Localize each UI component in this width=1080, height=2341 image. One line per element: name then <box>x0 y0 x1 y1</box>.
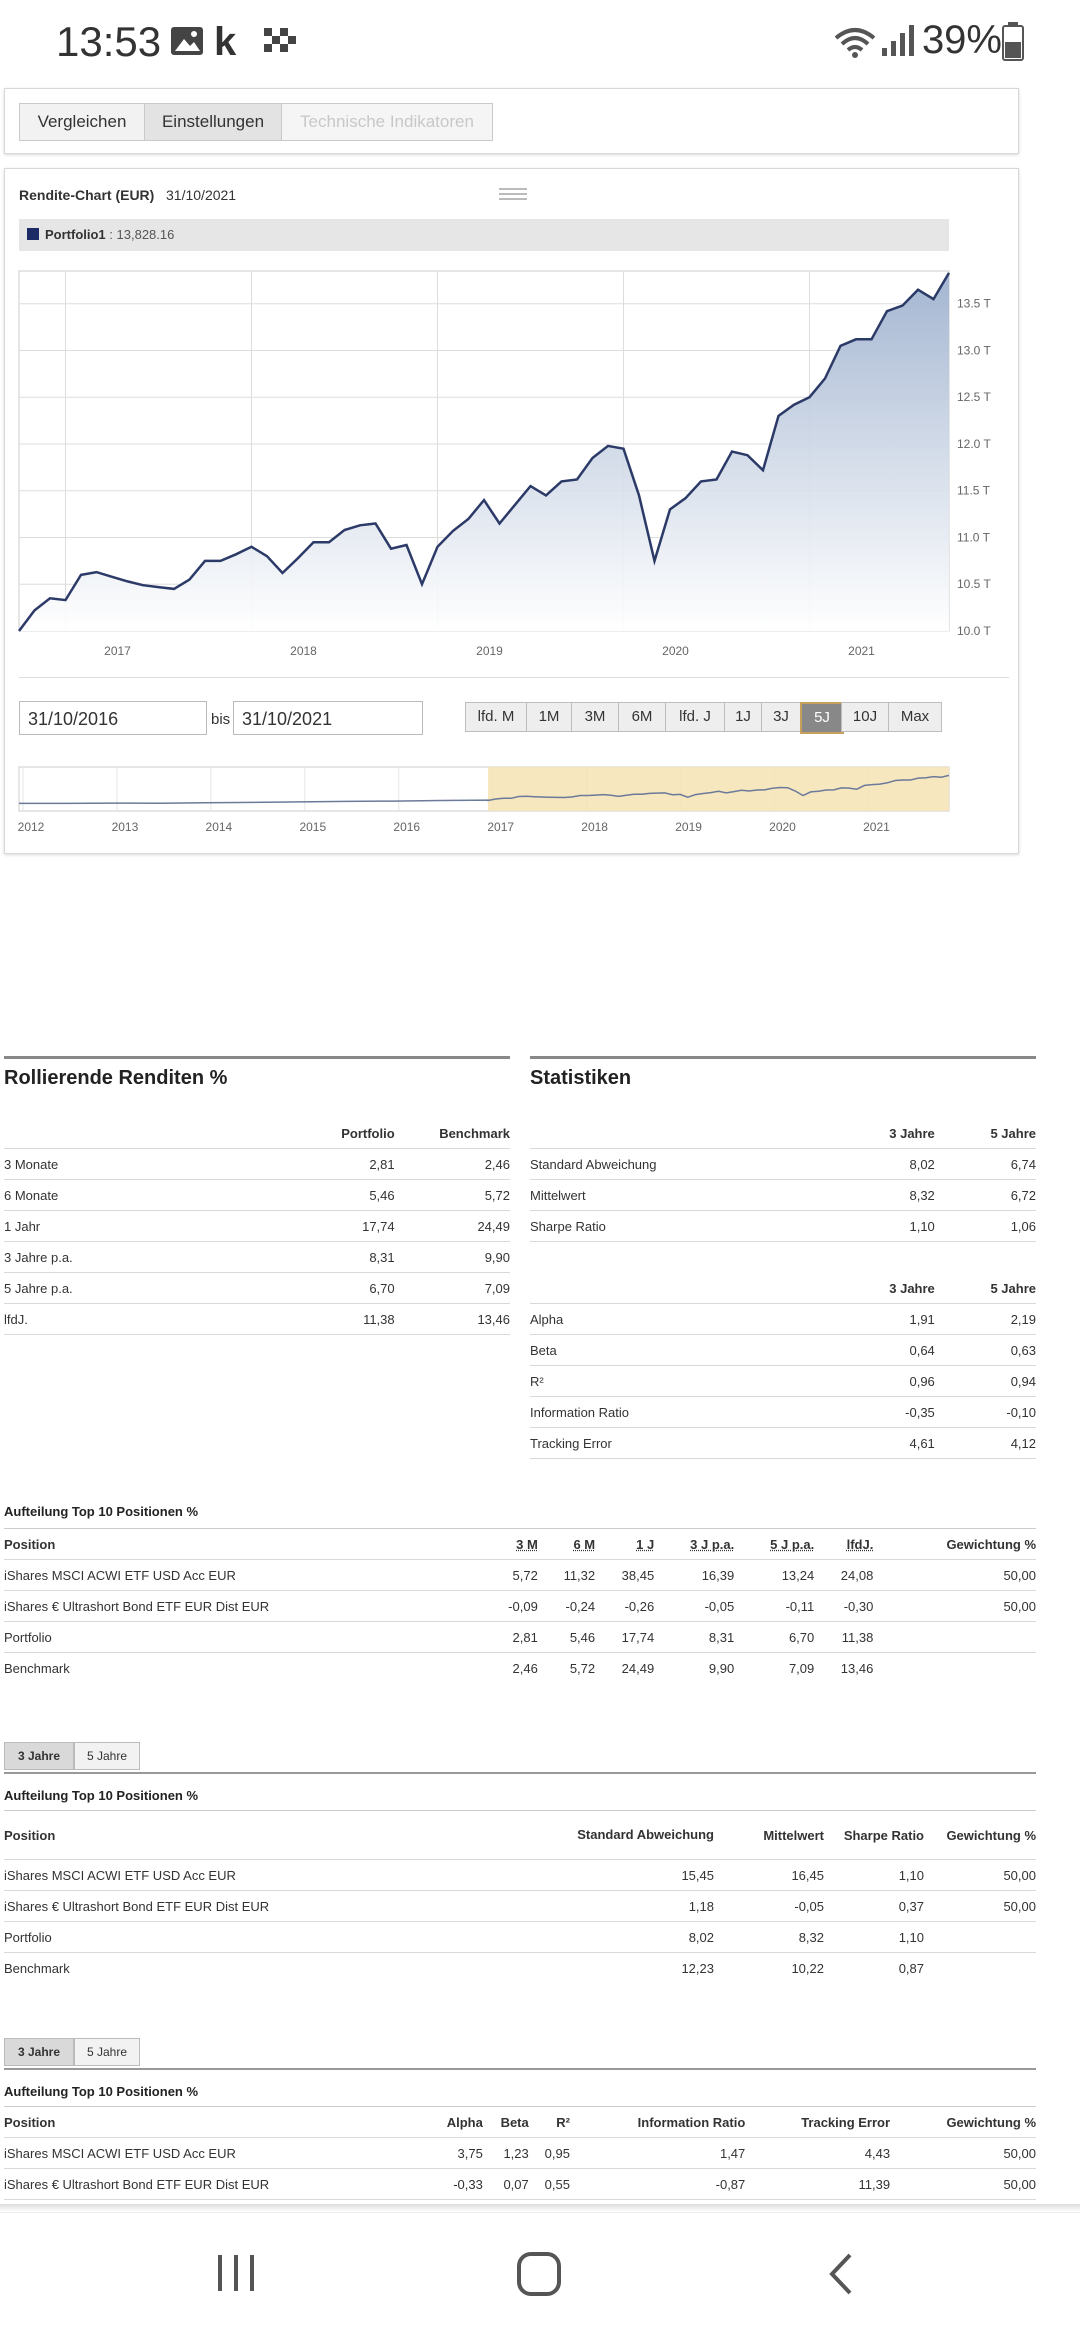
table-row: Standard Abweichung 8,02 6,74 <box>530 1149 1036 1180</box>
table-row: Sharpe Ratio 1,10 1,06 <box>530 1211 1036 1242</box>
top10-returns-title: Aufteilung Top 10 Positionen % <box>4 1504 199 1519</box>
navigator-year-label: 2019 <box>675 820 702 834</box>
wifi-icon <box>832 24 878 65</box>
navigator-year-label: 2013 <box>111 820 139 834</box>
table-row: iShares € Ultrashort Bond ETF EUR Dist EUR 1,18 -0,05 0,37 50,00 <box>4 1891 1036 1922</box>
y-tick-label: 11.0 T <box>957 530 990 545</box>
chart-divider <box>19 677 1009 678</box>
status-bar <box>0 0 1080 86</box>
legend-bar <box>19 219 949 251</box>
col-header <box>4 1118 308 1149</box>
table-row: 1 Jahr 17,74 24,49 <box>4 1211 510 1242</box>
legend-series-name[interactable]: Portfolio1 <box>45 227 106 242</box>
navigator-selection <box>488 767 949 811</box>
recent-apps-icon[interactable] <box>214 2251 258 2300</box>
period-tabs-2 <box>4 2038 1036 2070</box>
statistics-title: Statistiken <box>530 1067 632 1089</box>
table-row: Benchmark 12,23 10,22 0,87 <box>4 1960 924 1976</box>
period-tabs-1 <box>4 1742 1036 1774</box>
statistics-table-1: 3 Jahre 5 Jahre Standard Abweichung 8,02 6,74 Mittelwert 8,32 6,72 Sharpe Ratio 1,10 1,06 <box>530 1118 1036 1242</box>
table-row: R² 0,96 0,94 <box>530 1366 1036 1397</box>
statistics-section <box>530 1056 1036 1090</box>
top10-risk-title: Aufteilung Top 10 Positionen % <box>4 1788 199 1803</box>
navigator-year-label: 2015 <box>299 820 327 834</box>
to-date-input[interactable]: 31/10/2021 <box>233 701 423 735</box>
y-tick-label: 10.5 T <box>957 577 991 592</box>
table-row: Information Ratio -0,35 -0,10 <box>530 1397 1036 1428</box>
col-header: Portfolio <box>308 1118 395 1149</box>
navigator-year-label: 2014 <box>205 820 233 834</box>
table-row: iShares MSCI ACWI ETF USD Acc EUR 3,75 1,23 0,95 1,47 4,43 50,00 <box>4 2138 1036 2169</box>
navigator-chart[interactable] <box>5 759 1005 859</box>
from-date-input[interactable]: 31/10/2016 <box>19 701 207 735</box>
range-button-max[interactable]: Max <box>888 702 942 732</box>
scroll-shadow <box>0 2204 1080 2212</box>
range-button-3m[interactable]: 3M <box>571 702 619 732</box>
signal-icon <box>880 24 916 63</box>
legend-swatch <box>27 228 39 240</box>
rolling-returns-section <box>4 1056 510 1090</box>
navigator-year-label: 2016 <box>393 820 421 834</box>
table-row: 3 Monate 2,81 2,46 <box>4 1149 510 1180</box>
home-icon[interactable] <box>516 2251 562 2302</box>
tab-3-jahre[interactable]: 3 Jahre <box>4 2038 74 2066</box>
table-row: iShares € Ultrashort Bond ETF EUR Dist EUR -0,33 0,07 0,55 -0,87 11,39 50,00 <box>4 2169 1036 2200</box>
table-row: Mittelwert 8,32 6,72 <box>530 1180 1036 1211</box>
rolling-returns-table <box>4 1118 510 1335</box>
battery-icon <box>1002 22 1024 67</box>
back-icon[interactable] <box>826 2251 856 2302</box>
navigator-year-label: 2021 <box>863 820 890 834</box>
x-tick-label: 2018 <box>290 644 317 658</box>
top10-regression-title: Aufteilung Top 10 Positionen % <box>4 2084 199 2099</box>
klarna-k-icon: k <box>214 20 237 64</box>
navigator-year-label: 2020 <box>769 820 796 834</box>
top10-regression-table: Position Alpha Beta R² Information Ratio Tracking Error Gewichtung % iShares MSCI ACWI ETF USD Acc EUR 3,75 1,23 0,95 1,47 4,43 50,00 iShares € Ultrashort Bond ETF EUR Dist EUR -0,33 0,07 0,55 -0,87 11,39 50,00 <box>4 2106 1036 2211</box>
table-row: iShares MSCI ACWI ETF USD Acc EUR 15,45 16,45 1,10 50,00 <box>4 1860 1036 1891</box>
system-nav-bar <box>0 2212 1080 2341</box>
navigator-year-label: 2018 <box>581 820 608 834</box>
x-tick-label: 2017 <box>104 644 131 658</box>
y-tick-label: 10.0 T <box>957 624 991 638</box>
tab-5-jahre[interactable]: 5 Jahre <box>74 1742 140 1770</box>
x-tick-label: 2021 <box>848 644 875 658</box>
table-row: 3 Jahre p.a. 8,31 9,90 <box>4 1242 510 1273</box>
y-tick-label: 11.5 T <box>957 483 990 498</box>
battery-percent: 39% <box>921 18 1002 62</box>
range-button-3j[interactable]: 3J <box>761 702 801 732</box>
gallery-icon <box>170 26 204 61</box>
main-chart[interactable] <box>5 263 1005 683</box>
tab-5-jahre[interactable]: 5 Jahre <box>74 2038 140 2066</box>
range-button-lfd-j[interactable]: lfd. J <box>665 702 725 732</box>
col-header: Benchmark <box>395 1118 510 1149</box>
table-row: iShares MSCI ACWI ETF USD Acc EUR 5,72 11,32 38,45 16,39 13,24 24,08 50,00 <box>4 1560 1036 1591</box>
technical-indicators-button[interactable]: Technische Indikatoren <box>281 103 493 141</box>
chart-panel <box>4 168 1019 854</box>
y-tick-label: 13.5 T <box>957 296 991 311</box>
table-row: Beta 0,64 0,63 <box>530 1335 1036 1366</box>
chart-title: Rendite-Chart (EUR) 31/10/2021 <box>19 187 237 203</box>
y-tick-label: 13.0 T <box>957 343 991 358</box>
range-button-10j[interactable]: 10J <box>841 702 889 732</box>
table-row: Portfolio 8,02 8,32 1,10 <box>4 1922 1036 1953</box>
range-button-1j[interactable]: 1J <box>724 702 762 732</box>
navigator-year-label: 2012 <box>17 820 45 834</box>
settings-button[interactable]: Einstellungen <box>144 103 282 141</box>
range-button-5j[interactable]: 5J <box>800 702 844 734</box>
y-tick-label: 12.5 T <box>957 390 991 405</box>
checkered-flag-icon <box>262 26 298 61</box>
table-row: 6 Monate 5,46 5,72 <box>4 1180 510 1211</box>
range-button-6m[interactable]: 6M <box>618 702 666 732</box>
top10-risk-table: Position Standard Abweichung Mittelwert Sharpe Ratio Gewichtung % iShares MSCI ACWI ETF USD Acc EUR 15,45 16,45 1,10 50,00 iShares € Ultrashort Bond ETF EUR Dist EUR 1,18 -0,05 0,37 50,00 Portfolio 8,02 8,32 1,10 Benchmark 12,23 10,22 0,87 <box>4 1810 1036 1983</box>
table-row: Portfolio 2,81 5,46 17,74 8,31 6,70 11,38 <box>4 1622 1036 1653</box>
legend-value: : 13,828.16 <box>109 227 175 242</box>
y-tick-label: 12.0 T <box>957 436 991 451</box>
table-row: Tracking Error 4,61 4,12 <box>530 1428 1036 1459</box>
x-tick-label: 2020 <box>662 644 689 658</box>
statistics-table-2: 3 Jahre 5 Jahre Alpha 1,91 2,19 Beta 0,64 0,63 R² 0,96 0,94 Information Ratio -0,35 -0,10 Tracking Error 4,61 4,12 <box>530 1273 1036 1459</box>
x-tick-label: 2019 <box>476 644 503 658</box>
top10-returns-table: Position 3 M 6 M 1 J 3 J p.a. 5 J p.a. lfdJ. Gewichtung % iShares MSCI ACWI ETF USD Acc EUR 5,72 11,32 38,45 16,39 13,24 24,08 50,00 iShares € Ultrashort Bond ETF EUR Dist EUR -0,09 -0,24 -0,26 -0,05 -0,11 -0,30 50,00 Portfolio 2,81 5,46 17,74 8,31 6,70 11,38 Benchmark 2,46 5,72 24,49 9,90 7,09 13,46 <box>4 1528 1036 1683</box>
rolling-returns-title: Rollierende Renditen % <box>4 1067 228 1089</box>
bis-label: bis <box>211 711 231 728</box>
range-button-1m[interactable]: 1M <box>526 702 572 732</box>
table-row: lfdJ. 11,38 13,46 <box>4 1304 510 1335</box>
table-row: Benchmark 2,46 5,72 24,49 9,90 7,09 13,46 <box>4 1660 874 1676</box>
hamburger-menu-icon[interactable] <box>499 188 527 200</box>
tab-3-jahre[interactable]: 3 Jahre <box>4 1742 74 1770</box>
table-row: iShares € Ultrashort Bond ETF EUR Dist EUR -0,09 -0,24 -0,26 -0,05 -0,11 -0,30 50,00 <box>4 1591 1036 1622</box>
status-time: 13:53 <box>56 18 162 65</box>
range-button-lfd-m[interactable]: lfd. M <box>465 702 527 732</box>
table-row: Alpha 1,91 2,19 <box>530 1304 1036 1335</box>
toolbar-panel <box>4 88 1019 154</box>
table-row: 5 Jahre p.a. 6,70 7,09 <box>4 1273 510 1304</box>
chart-date: 31/10/2021 <box>166 187 237 203</box>
compare-button[interactable]: Vergleichen <box>19 103 145 141</box>
navigator-year-label: 2017 <box>487 820 515 834</box>
